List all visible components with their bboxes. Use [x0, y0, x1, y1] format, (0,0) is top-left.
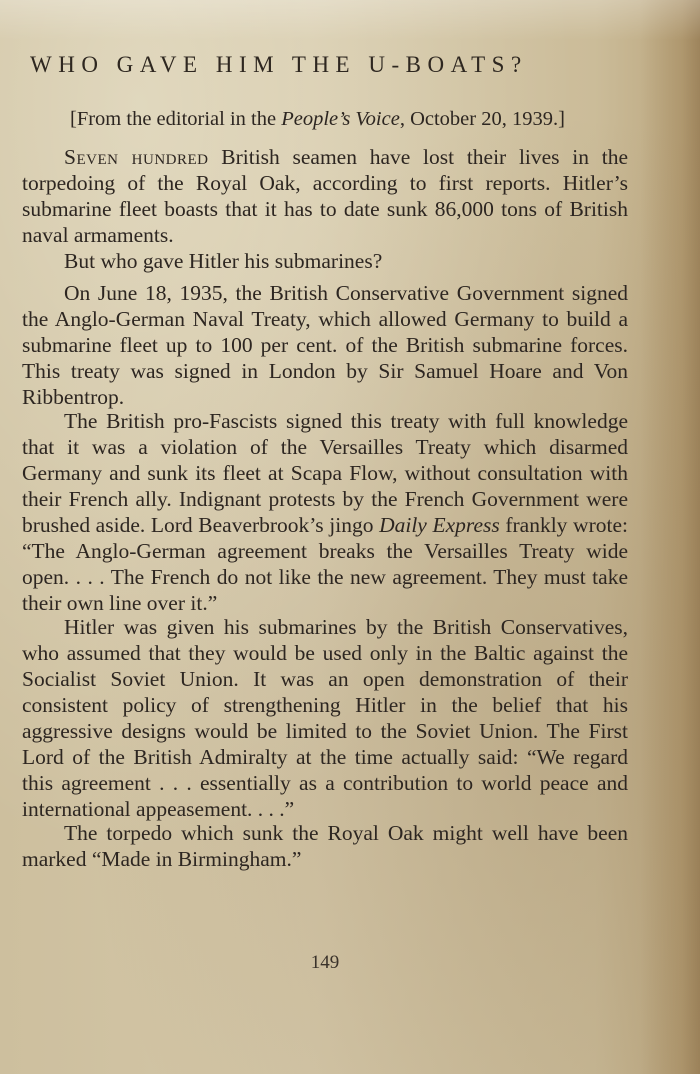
paragraph-3: On June 18, 1935, the British Conservative Government signed the Anglo-German Naval Treaty, which allowed Germany to build a submarine fleet up to 100 per cent. of the British submarine forces. This treaty was signed in London by Sir Samuel Hoare and Von Ribbentrop. — [22, 281, 628, 409]
paragraph-4 — [22, 408, 628, 616]
source-prefix: [From the editorial in the — [70, 108, 282, 130]
paragraph-4-before: The British pro-Fascists signed this treaty with full knowledge that it was a violation of the Versailles Treaty which disarmed Germany and sunk its fleet at Scapa Flow, without consultation with their French ally. Indignant protests by the French Government were brushed aside. Lord Beaverbrook’s jingo — [22, 409, 628, 537]
paragraph-1-lead: Seven hundred — [64, 145, 209, 169]
source-note — [70, 106, 630, 132]
paragraph-6: The torpedo which sunk the Royal Oak might well have been marked “Made in Birmingham.” — [22, 821, 628, 871]
paragraph-4-publication: Daily Express — [379, 513, 500, 537]
paragraph-1 — [22, 144, 628, 248]
paragraph-2: But who gave Hitler his submarines? — [64, 249, 383, 273]
paragraph-1-text: British seamen have lost their lives in the torpedoing of the Royal Oak, according to first reports. Hitler’s submarine fleet boasts that it has to date sunk 86,000 tons of British naval armaments. — [22, 145, 628, 247]
page-top-highlight — [0, 0, 700, 40]
source-publication: People’s Voice — [281, 108, 400, 130]
source-suffix: , October 20, 1939.] — [399, 108, 565, 130]
page-number: 149 — [310, 952, 340, 973]
page-edge-shadow — [640, 0, 700, 1074]
paragraph-4-after: frankly wrote: “The Anglo-German agreement breaks the Versailles Treaty wide open. . . . The French do not like the new agreement. They must take their own line over it.” — [22, 513, 628, 615]
paragraph-5: Hitler was given his submarines by the British Conservatives, who assumed that they would be used only in the Baltic against the Socialist Soviet Union. It was an open demonstration of their consistent policy of strengthening Hitler in the belief that his aggressive designs would be limited to the Soviet Union. The First Lord of the British Admiralty at the time actually said: “We regard this agreement . . . essentially as a contribution to world peace and international appeasement. . . .” — [22, 615, 628, 821]
page-heading: WHO GAVE HIM THE U-BOATS? — [30, 52, 528, 77]
